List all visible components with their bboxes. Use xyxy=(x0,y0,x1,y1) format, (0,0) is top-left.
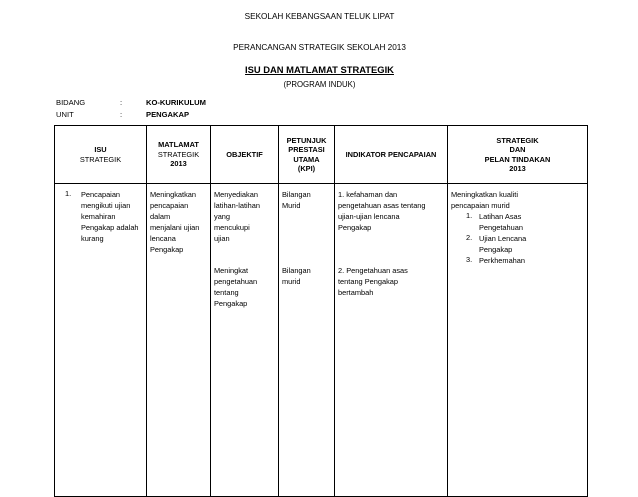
plan-title: PERANCANGAN STRATEGIK SEKOLAH 2013 xyxy=(233,43,406,52)
objektif-text-2: Meningkat pengetahuan tentang Pengakap xyxy=(214,266,258,308)
strategik-item-number: 1. xyxy=(466,211,473,220)
strategik-intro: Meningkatkan kualiti pencapaian murid xyxy=(451,190,518,210)
objektif-text-1: Menyediakan latihan-latihan yang mencukupi ujian xyxy=(214,190,261,243)
cell-objektif xyxy=(211,184,279,497)
strategik-item-number: 3. xyxy=(466,255,473,264)
strategik-item: Ujian Lencana Pengakap xyxy=(479,234,527,254)
strategik-item: Latihan Asas Pengetahuan xyxy=(479,212,523,232)
strategic-table xyxy=(54,125,588,497)
unit-label: UNIT xyxy=(56,110,74,119)
indikator-text-2: 2. Pengetahuan asas tentang Pengakap bertambah xyxy=(338,266,408,297)
unit-value: PENGAKAP xyxy=(146,110,190,119)
table-header-row xyxy=(55,126,588,184)
cell-isu xyxy=(55,184,147,497)
matlamat-text: Meningkatkan pencapaian dalam menjalani ujian lencana Pengakap xyxy=(150,190,200,254)
col-indikator-pencapaian: INDIKATOR PENCAPAIAN xyxy=(335,126,448,184)
isu-text: Pencapaian mengikuti ujian kemahiran Pengakap adalah kurang xyxy=(81,190,139,243)
school-name: SEKOLAH KEBANGSAAN TELUK LIPAT xyxy=(244,12,395,21)
cell-kpi xyxy=(279,184,335,497)
unit-colon: : xyxy=(120,110,123,119)
kpi-text-1: Bilangan Murid xyxy=(282,190,311,210)
cell-indikator xyxy=(335,184,448,497)
strategik-item-number: 2. xyxy=(466,233,473,242)
isu-number: 1. xyxy=(65,189,72,198)
document-subtitle: (PROGRAM INDUK) xyxy=(283,80,356,89)
bidang-colon: : xyxy=(120,98,123,107)
col-matlamat-strategik: MATLAMAT STRATEGIK 2013 xyxy=(147,126,211,184)
strategik-item: Perkhemahan xyxy=(479,256,526,265)
document-title: ISU DAN MATLAMAT STRATEGIK xyxy=(245,64,394,75)
col-petunjuk-prestasi: PETUNJUK PRESTASI UTAMA (KPI) xyxy=(279,126,335,184)
table-row xyxy=(55,184,588,497)
cell-matlamat xyxy=(147,184,211,497)
bidang-value: KO-KURIKULUM xyxy=(146,98,206,107)
col-strategik-pelan: STRATEGIK DAN PELAN TINDAKAN 2013 xyxy=(448,126,588,184)
col-objektif: OBJEKTIF xyxy=(211,126,279,184)
kpi-text-2: Bilangan murid xyxy=(282,266,311,286)
col-isu-strategik: ISU STRATEGIK xyxy=(55,126,147,184)
bidang-label: BIDANG xyxy=(56,98,86,107)
cell-strategik xyxy=(448,184,588,497)
indikator-text-1: 1. kefahaman dan pengetahuan asas tentang ujian-ujian lencana Pengakap xyxy=(338,190,426,232)
